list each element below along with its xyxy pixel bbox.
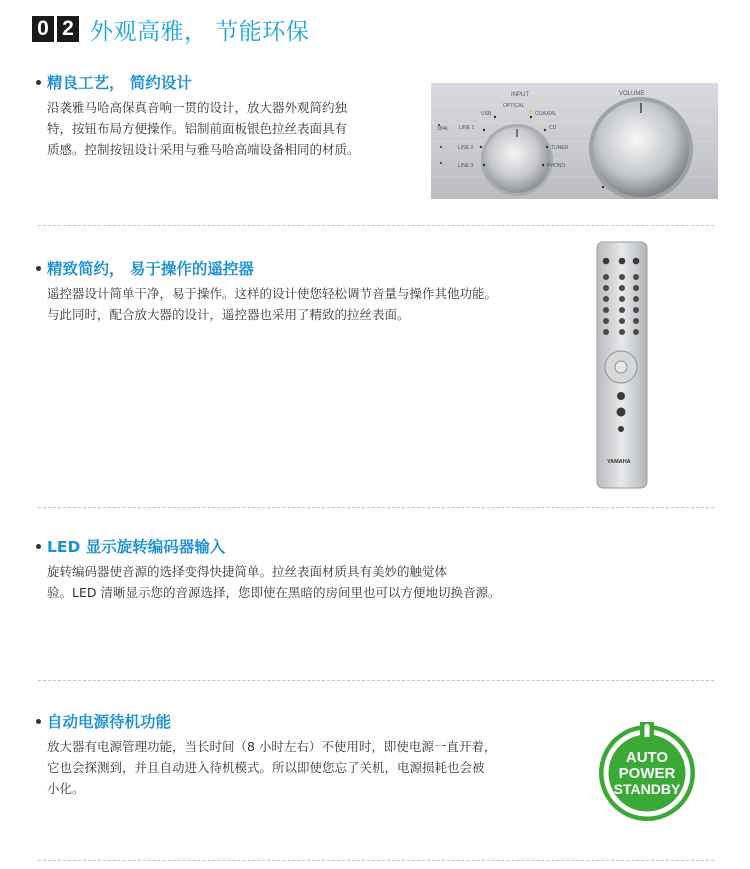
source-label: TUNER (551, 145, 569, 151)
feature-title: 精致简约， 易于操作的遥控器 (47, 260, 254, 278)
remote-control-image (596, 241, 648, 489)
feature-title: LED 显示旋转编码器输入 (47, 538, 226, 556)
volume-label: VOLUME (619, 91, 645, 97)
description-line: 遥控器设计简单干净，易于操作。这样的设计使您轻松调节音量与操作其他功能。 (47, 286, 498, 301)
description-line: 放大器有电源管理功能，当长时间（8 小时左右）不使用时，即使电源一直开着， (47, 739, 497, 754)
feature-title: 自动电源待机功能 (47, 713, 172, 731)
description-line: 小化。 (47, 781, 85, 796)
feature-led-encoder (34, 535, 500, 603)
source-label: CD (549, 125, 557, 131)
bullet-icon (36, 544, 41, 549)
section-divider (38, 225, 714, 226)
feature-description (47, 736, 496, 799)
bullet-icon (36, 266, 41, 271)
feature-description (47, 561, 500, 603)
bullet-icon (36, 719, 41, 724)
auto-power-standby-badge (596, 720, 698, 824)
amplifier-front-panel-image (431, 83, 718, 199)
source-label: PHONO (547, 163, 566, 169)
feature-auto-standby (34, 710, 496, 799)
description-line: 特，按钮布局方便操作。铝制前面板银色拉丝表面具有 (47, 121, 348, 136)
description-line: 沿袭雅马哈高保真音响一贯的设计，放大器外观简约独 (47, 100, 348, 115)
feature-description (47, 283, 497, 325)
feature-title: 精良工艺， 简约设计 (47, 74, 192, 92)
description-line: 验。LED 清晰显示您的音源选择，您即使在黑暗的房间里也可以方便地切换音源。 (47, 585, 501, 600)
section-number-digit: 2 (57, 16, 79, 42)
source-label: COAXIAL (535, 111, 557, 117)
remote-brand-label: YAMAHA (607, 459, 631, 465)
section-divider (38, 680, 714, 681)
section-divider (38, 507, 714, 508)
feature-description (47, 97, 360, 160)
feature-remote (34, 257, 497, 325)
source-label: OPTICAL (503, 103, 525, 109)
rate-label: 384k (437, 126, 448, 132)
section-divider (38, 860, 714, 861)
description-line: 旋转编码器使音源的选择变得快捷简单。拉丝表面材质具有美妙的触觉体 (47, 564, 448, 579)
section-title: 外观高雅， 节能环保 (90, 18, 310, 45)
source-label: USB (481, 111, 492, 117)
feature-craftsmanship (34, 71, 360, 160)
section-number-digit: 0 (32, 16, 54, 42)
section-header (32, 14, 309, 44)
badge-line: POWER (618, 765, 676, 782)
description-line: 与此同时，配合放大器的设计，遥控器也采用了精致的拉丝表面。 (47, 307, 410, 322)
description-line: 质感。控制按钮设计采用与雅马哈高端设备相同的材质。 (47, 142, 360, 157)
description-line: 它也会探测到，并且自动进入待机模式。所以即使您忘了关机，电源损耗也会被 (47, 760, 485, 775)
source-label: LINE 3 (458, 163, 474, 169)
badge-line: AUTO (625, 749, 669, 766)
input-label: INPUT (511, 92, 529, 98)
badge-line: STANDBY (613, 781, 681, 797)
source-label: LINE 2 (458, 145, 474, 151)
source-label: LINE 1 (459, 125, 475, 131)
bullet-icon (36, 80, 41, 85)
